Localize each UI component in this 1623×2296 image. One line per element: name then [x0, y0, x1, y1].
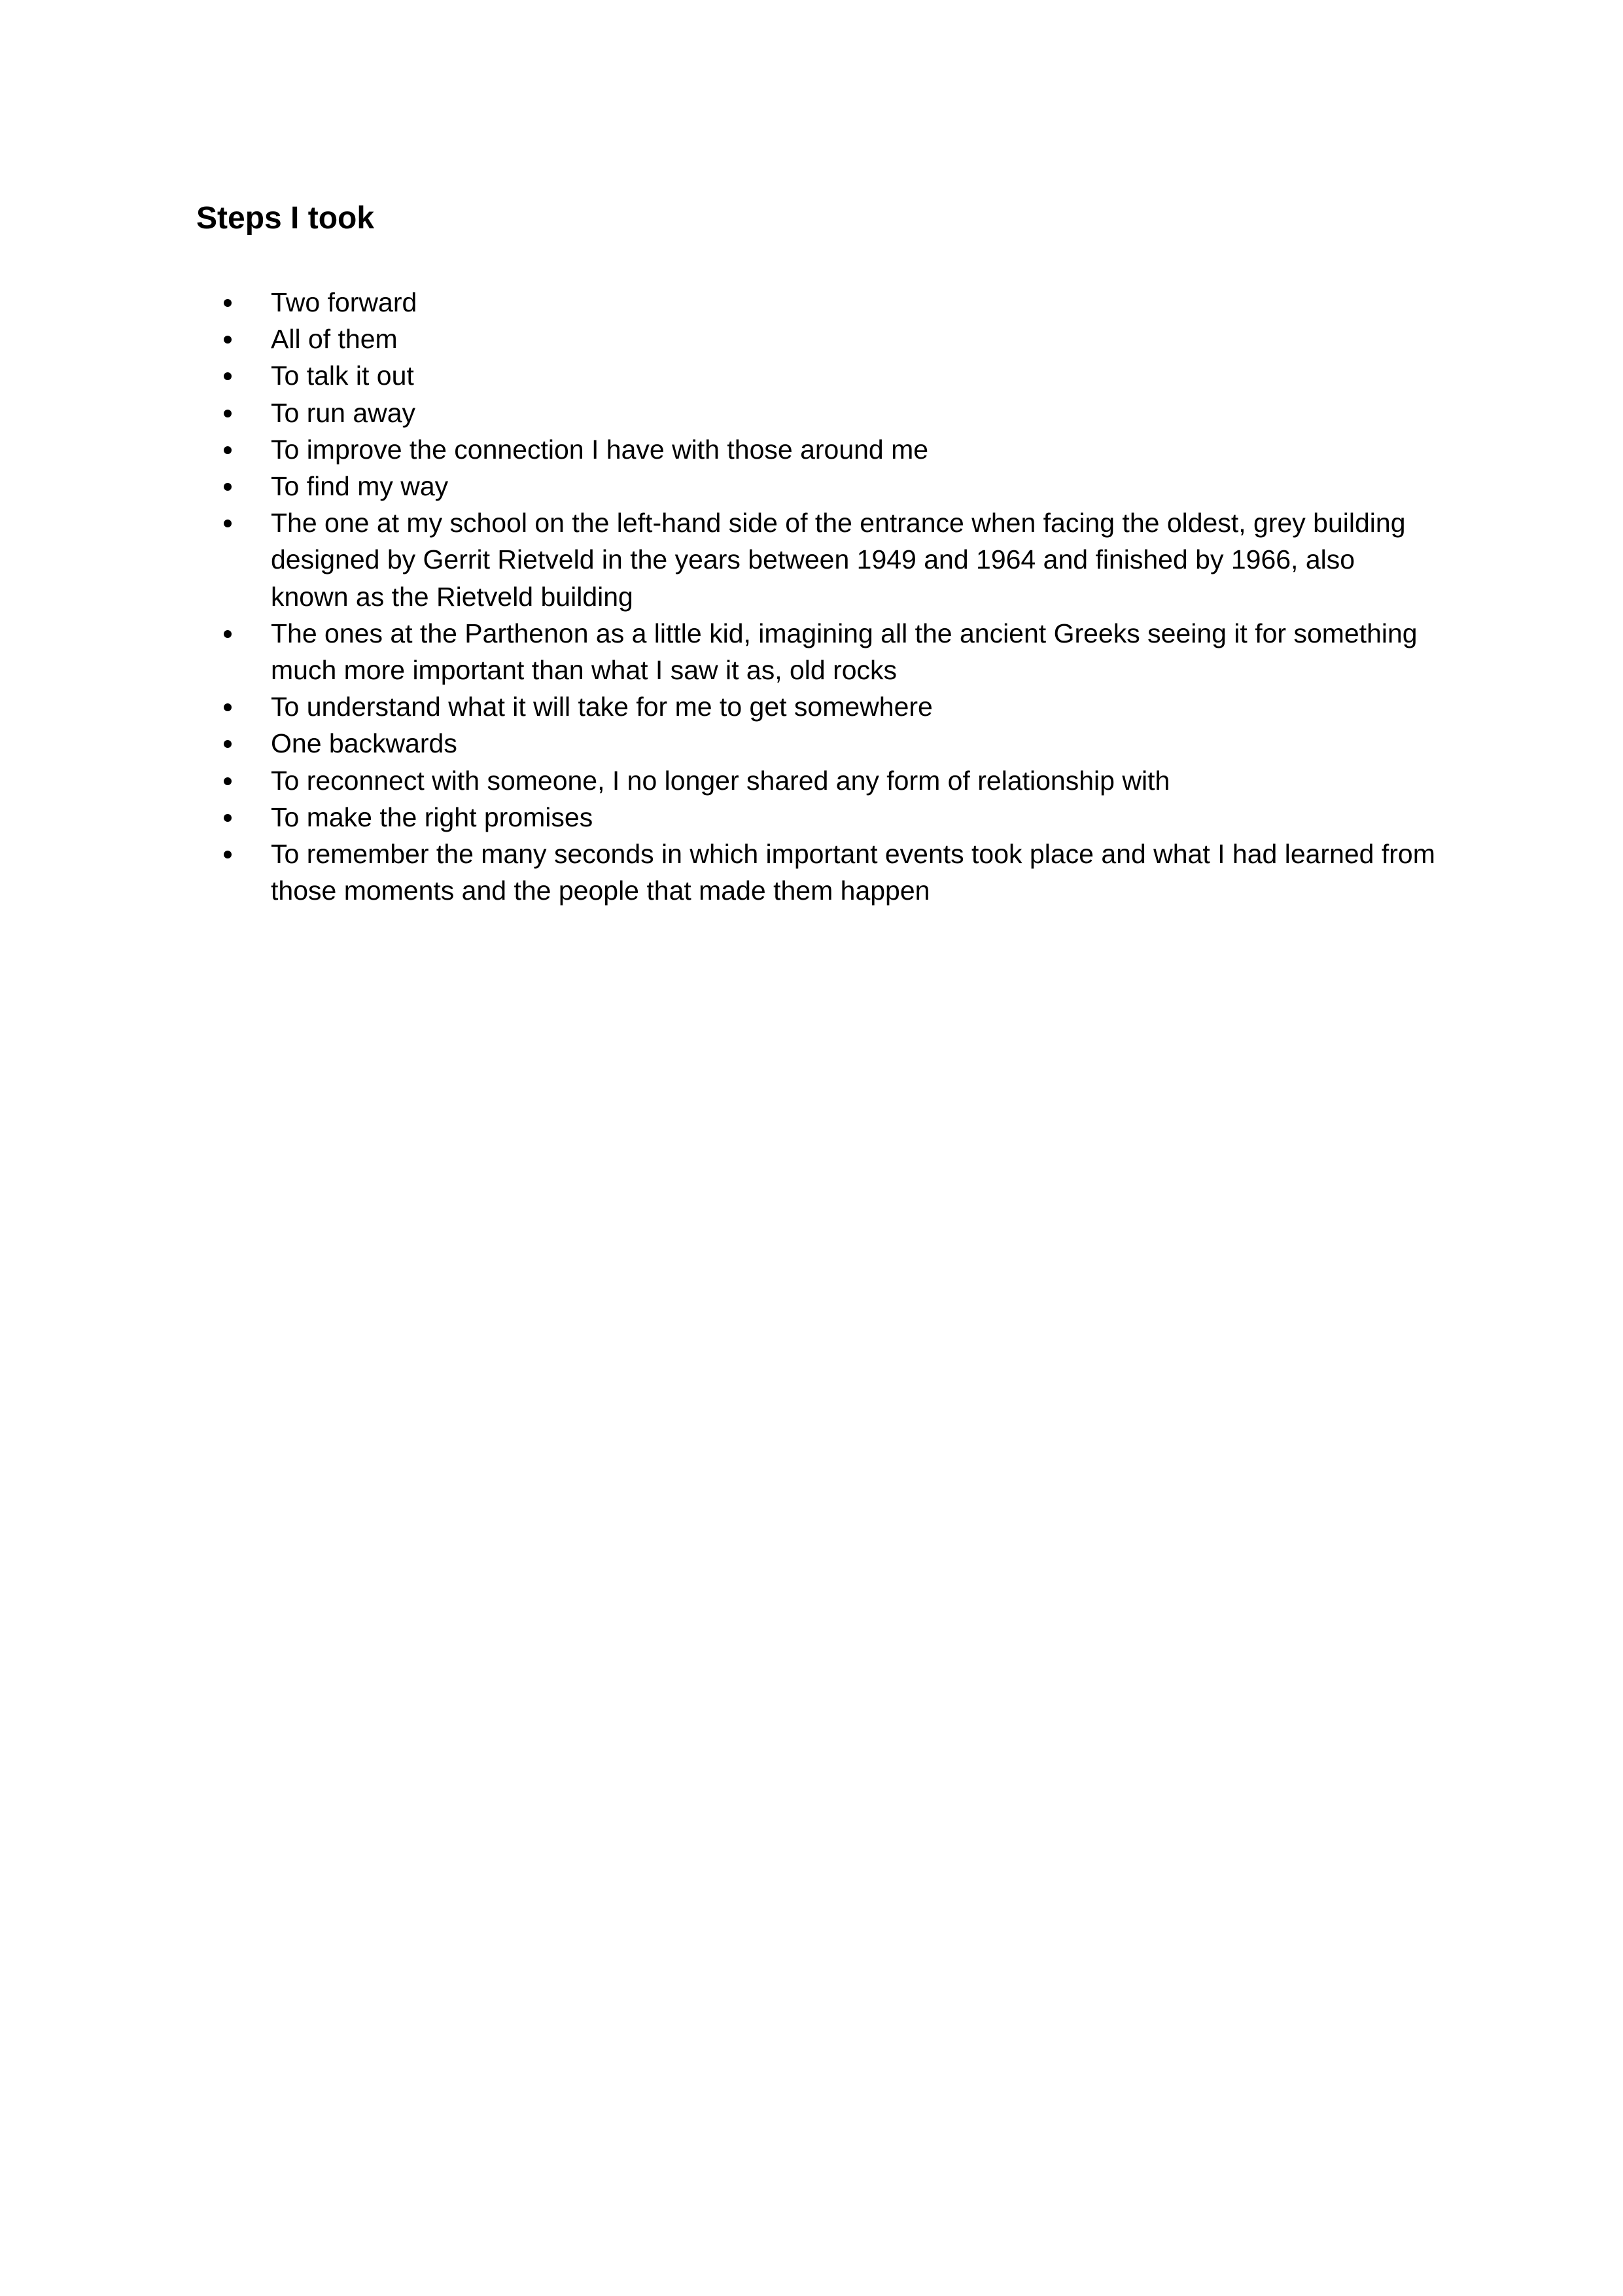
- list-item-text: The ones at the Parthenon as a little kid, imagining all the ancient Greeks seeing it for something much more important than what I saw it as, old rocks: [271, 618, 1418, 686]
- bullet-icon: [224, 740, 232, 748]
- bullet-icon: [224, 336, 232, 344]
- list-item-text: All of them: [271, 324, 398, 355]
- list-item-text: To improve the connection I have with those around me: [271, 434, 929, 465]
- list-item-text: To find my way: [271, 471, 449, 502]
- list-item: [196, 725, 1439, 762]
- bullet-icon: [224, 446, 232, 454]
- bullet-icon: [224, 851, 232, 858]
- document-title: Steps I took: [196, 201, 375, 236]
- steps-list: [196, 284, 1439, 909]
- bullet-icon: [224, 410, 232, 417]
- bullet-icon: [224, 520, 232, 527]
- list-item-text: Two forward: [271, 287, 417, 317]
- bullet-icon: [224, 372, 232, 380]
- bullet-icon: [224, 299, 232, 307]
- list-item: [196, 504, 1439, 615]
- list-item: [196, 615, 1439, 688]
- list-item: [196, 799, 1439, 836]
- list-item: [196, 284, 1439, 321]
- bullet-icon: [224, 630, 232, 638]
- list-item: [196, 357, 1439, 394]
- list-item: [196, 395, 1439, 431]
- list-item: [196, 688, 1439, 725]
- list-item: [196, 836, 1439, 909]
- list-item-text: To run away: [271, 397, 416, 428]
- list-item: [196, 321, 1439, 357]
- bullet-icon: [224, 777, 232, 785]
- list-item-text: To talk it out: [271, 361, 414, 391]
- list-item: [196, 431, 1439, 468]
- list-item-text: One backwards: [271, 728, 457, 759]
- list-item-text: To remember the many seconds in which important events took place and what I had learned from those moments and the people that made them happen: [271, 839, 1435, 906]
- list-item-text: To understand what it will take for me to get somewhere: [271, 692, 933, 722]
- bullet-icon: [224, 483, 232, 491]
- list-item: [196, 468, 1439, 504]
- bullet-icon: [224, 814, 232, 822]
- list-item-text: The one at my school on the left-hand side of the entrance when facing the oldest, grey building designed by Gerrit Rietveld in the years between 1949 and 1964 and finished by 1966, also known as the Rietveld building: [271, 508, 1406, 612]
- list-item-text: To reconnect with someone, I no longer shared any form of relationship with: [271, 765, 1170, 796]
- list-item-text: To make the right promises: [271, 802, 593, 832]
- list-item: [196, 762, 1439, 799]
- bullet-icon: [224, 703, 232, 711]
